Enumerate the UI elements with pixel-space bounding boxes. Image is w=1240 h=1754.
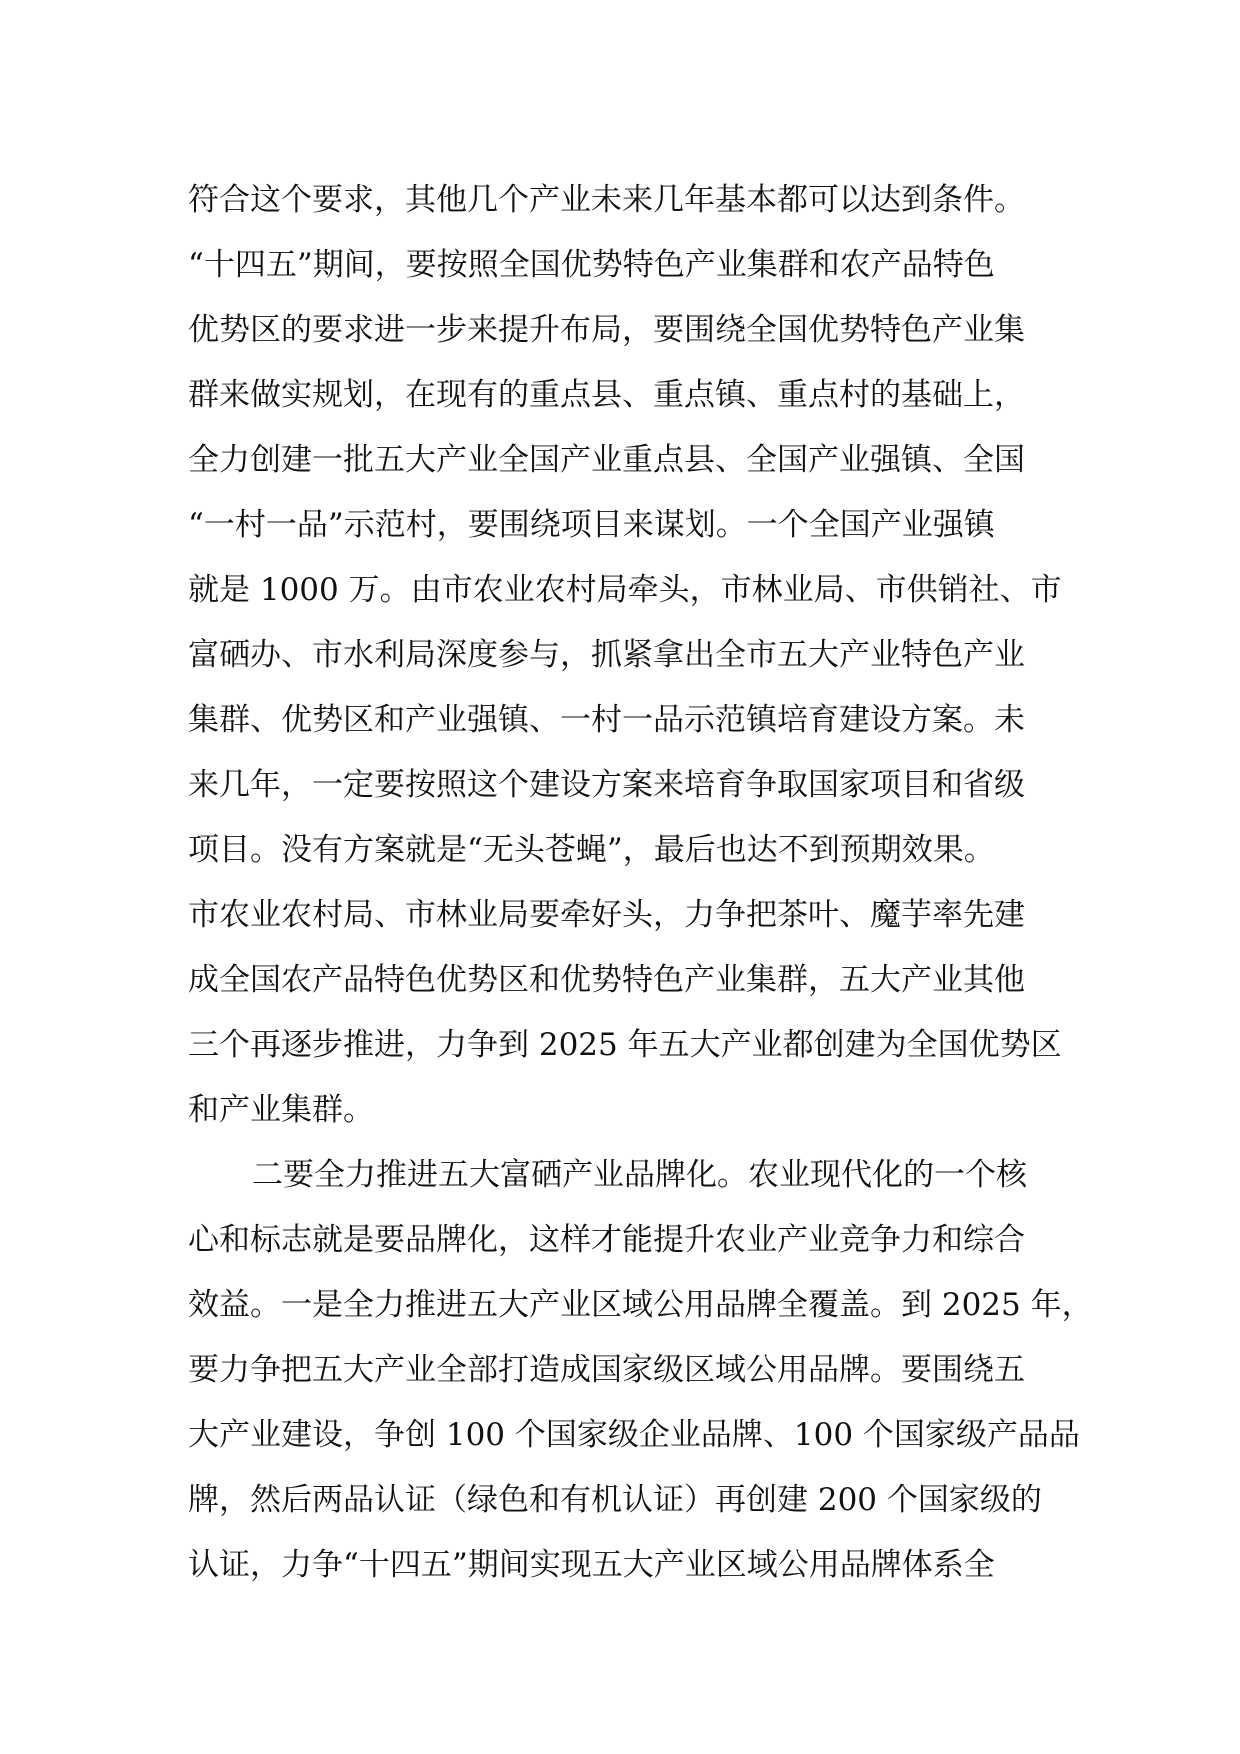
text-line: 优势区的要求进一步来提升布局，要围绕全国优势特色产业集 (188, 312, 1025, 348)
body-text (188, 168, 1093, 1598)
text-line: 群来做实规划，在现有的重点县、重点镇、重点村的基础上， (188, 377, 1025, 413)
text-line: 成全国农产品特色优势区和优势特色产业集群，五大产业其他 (188, 962, 1025, 998)
text-line: 符合这个要求，其他几个产业未来几年基本都可以达到条件。 (188, 182, 1025, 218)
text-line: 来几年，一定要按照这个建设方案来培育争取国家项目和省级 (188, 767, 1025, 803)
text-line: 要力争把五大产业全部打造成国家级区域公用品牌。要围绕五 (188, 1352, 1025, 1388)
text-line: 心和标志就是要品牌化，这样才能提升农业产业竞争力和综合 (188, 1222, 1025, 1258)
text-line: 集群、优势区和产业强镇、一村一品示范镇培育建设方案。未 (188, 702, 1025, 738)
paragraph-first-line: 二要全力推进五大富硒产业品牌化。农业现代化的一个核 (252, 1157, 1027, 1193)
text-line: “十四五”期间，要按照全国优势特色产业集群和农产品特色 (188, 247, 995, 283)
text-line: 大产业建设，争创 100 个国家级企业品牌、100 个国家级产品品 (188, 1417, 1080, 1453)
text-line: 牌，然后两品认证（绿色和有机认证）再创建 200 个国家级的 (188, 1482, 1042, 1518)
text-line: 项目。没有方案就是“无头苍蝇”，最后也达不到预期效果。 (188, 832, 995, 868)
text-line: 全力创建一批五大产业全国产业重点县、全国产业强镇、全国 (188, 442, 1025, 478)
text-line: 效益。一是全力推进五大产业区域公用品牌全覆盖。到 2025 年， (188, 1287, 1093, 1323)
text-line: 和产业集群。 (188, 1092, 374, 1128)
text-line: “一村一品”示范村，要围绕项目来谋划。一个全国产业强镇 (188, 507, 995, 543)
text-line: 富硒办、市水利局深度参与，抓紧拿出全市五大产业特色产业 (188, 637, 1025, 673)
text-line: 市农业农村局、市林业局要牵好头，力争把茶叶、魔芋率先建 (188, 897, 1025, 933)
text-line: 认证，力争“十四五”期间实现五大产业区域公用品牌体系全 (188, 1547, 995, 1583)
text-line: 就是 1000 万。由市农业农村局牵头，市林业局、市供销社、市 (188, 572, 1062, 608)
text-line: 三个再逐步推进，力争到 2025 年五大产业都创建为全国优势区 (188, 1027, 1062, 1063)
